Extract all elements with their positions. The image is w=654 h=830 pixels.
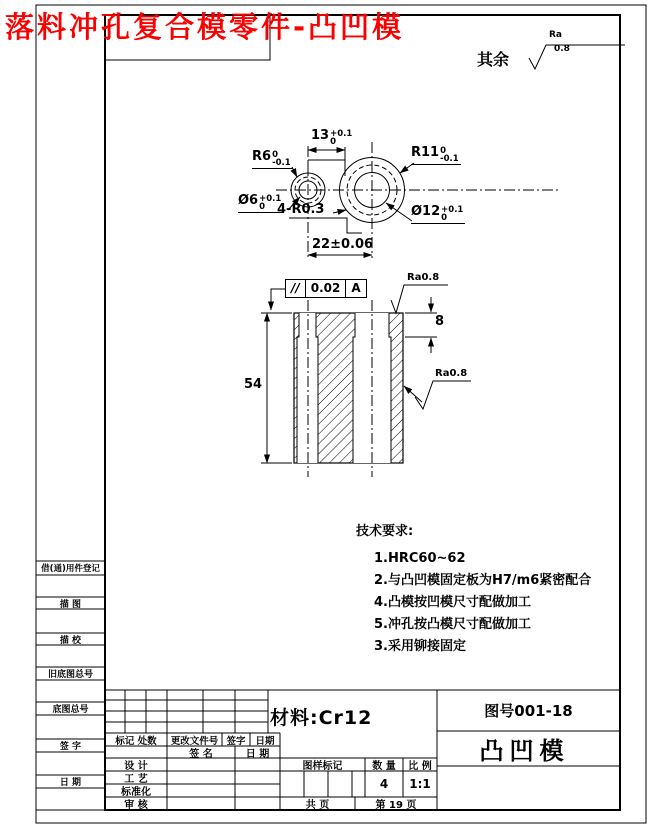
margin-field-date: 日 期: [59, 778, 82, 788]
tech-requirement-item: 5.冲孔按凸模尺寸配做加工: [374, 617, 531, 632]
dim-d6: Ø6 +0.1 0: [238, 193, 282, 212]
rev-header-sign: 签字: [226, 735, 246, 746]
rev-header-mark: 标记 处数: [115, 735, 157, 746]
dim-13: 13 +0.1 0: [311, 128, 353, 147]
dim-r11: R11 0 -0.1: [411, 145, 459, 164]
role-checker: 审 核: [124, 800, 148, 810]
surface-default-value: 0.8: [554, 44, 570, 54]
role-process: 工 艺: [124, 774, 148, 784]
margin-field-old-master-no: 旧底图总号: [47, 670, 93, 680]
qty-header: 数 量: [372, 761, 396, 771]
roughness-symbol-default: [529, 45, 625, 69]
sign-date-header: 日 期: [245, 748, 270, 758]
pages-total: 共 页: [305, 800, 330, 810]
tech-requirement-item: 1.HRC60~62: [374, 551, 466, 566]
material-label: 材料:Cr12: [270, 707, 373, 729]
dim-8: 8: [435, 314, 445, 329]
surface-default-label: 其余: [477, 50, 510, 69]
roughness-symbol-top: [391, 285, 448, 313]
role-designer: 设 计: [124, 761, 148, 771]
dim-54: 54: [244, 377, 263, 392]
dim-r11-base: R11: [411, 145, 440, 160]
mark-header: 图样标记: [302, 761, 343, 771]
surface-default-ra: Ra: [549, 30, 563, 40]
dim-r6-base: R6: [252, 149, 272, 164]
sign-name-header: 签 名: [189, 748, 213, 758]
dim-d12-base: Ø12: [411, 204, 441, 219]
role-standardization: 标准化: [121, 787, 151, 797]
fcf-parallelism: [285, 279, 367, 298]
margin-field-borrow-record: 借(通)用件登记: [41, 564, 100, 574]
ra-top-label: Ra0.8: [407, 272, 440, 283]
rev-header-change-no: 更改文件号: [170, 735, 219, 746]
dim-r6: R6 0 -0.1: [252, 149, 291, 168]
dim-d6-base: Ø6: [238, 193, 259, 208]
fcf-tolerance: 0.02: [306, 280, 347, 297]
dim-13-base: 13: [311, 128, 330, 143]
scale-header: 比 例: [408, 761, 432, 771]
drawing-number: 图号001-18: [484, 702, 573, 720]
margin-field-signature: 签 字: [59, 742, 82, 752]
margin-field-trace-check: 描 校: [59, 635, 82, 645]
scale-value: 1:1: [409, 777, 431, 791]
page-title: 落料冲孔复合模零件-凸凹模: [5, 10, 405, 44]
fcf-symbol: //: [286, 280, 306, 297]
dim-center-distance: 22±0.06: [312, 237, 374, 252]
roughness-symbol-side: [415, 381, 471, 409]
tech-requirement-item: 2.与凸凹模固定板为H7/m6紧密配合: [374, 573, 592, 588]
margin-field-trace: 描 图: [59, 599, 82, 609]
rev-header-date: 日期: [255, 735, 275, 746]
qty-value: 4: [379, 777, 389, 791]
tech-requirement-item: 3.采用铆接固定: [374, 639, 466, 654]
dim-fillet: 4-R0.3: [277, 202, 325, 217]
fcf-datum: A: [351, 281, 361, 295]
page-number: 第 19 页: [375, 800, 417, 810]
margin-field-master-no: 底图总号: [52, 705, 89, 715]
ra-side-label: Ra0.8: [435, 368, 468, 379]
tech-requirement-item: 4.凸模按凹模尺寸配做加工: [374, 595, 531, 610]
part-name: 凸凹模: [479, 737, 570, 765]
dim-d12: Ø12 +0.1 0: [411, 204, 464, 223]
tech-requirements-title: 技术要求:: [356, 524, 414, 539]
